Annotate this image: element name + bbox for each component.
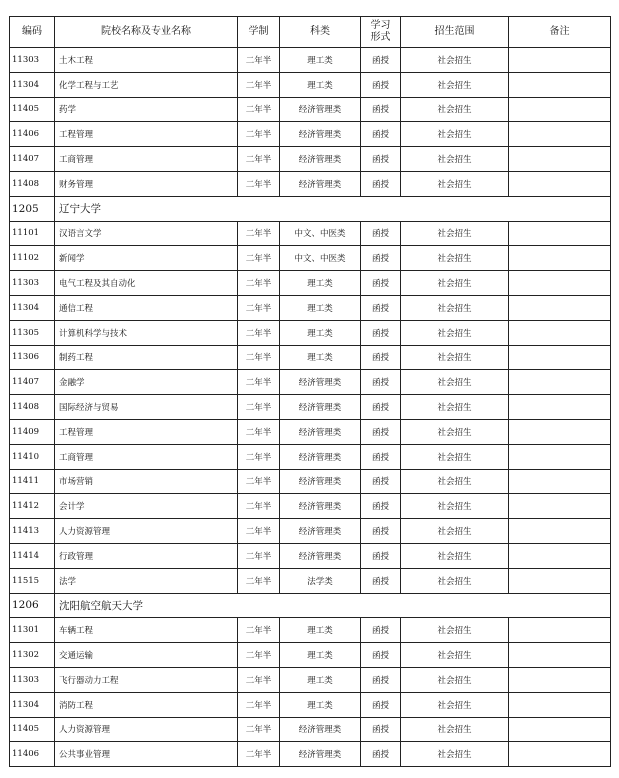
major-code: 11101 bbox=[10, 221, 55, 246]
duration-cell: 二年半 bbox=[238, 643, 280, 668]
major-name: 车辆工程 bbox=[55, 618, 238, 643]
major-name: 行政管理 bbox=[55, 543, 238, 568]
note-cell bbox=[509, 295, 611, 320]
duration-cell: 二年半 bbox=[238, 72, 280, 97]
table-row bbox=[10, 221, 611, 246]
note-cell bbox=[509, 543, 611, 568]
category-cell: 经济管理类 bbox=[280, 742, 361, 767]
major-code: 11408 bbox=[10, 395, 55, 420]
scope-cell: 社会招生 bbox=[401, 97, 509, 122]
scope-cell: 社会招生 bbox=[401, 171, 509, 196]
form-cell: 函授 bbox=[361, 543, 401, 568]
table-row bbox=[10, 295, 611, 320]
table-row bbox=[10, 717, 611, 742]
duration-cell: 二年半 bbox=[238, 519, 280, 544]
category-cell: 经济管理类 bbox=[280, 543, 361, 568]
form-cell: 函授 bbox=[361, 295, 401, 320]
note-cell bbox=[509, 246, 611, 271]
category-cell: 经济管理类 bbox=[280, 519, 361, 544]
note-cell bbox=[509, 370, 611, 395]
category-cell: 经济管理类 bbox=[280, 147, 361, 172]
table-row bbox=[10, 494, 611, 519]
major-name: 新闻学 bbox=[55, 246, 238, 271]
category-cell: 理工类 bbox=[280, 345, 361, 370]
header-row bbox=[10, 17, 611, 48]
category-cell: 理工类 bbox=[280, 295, 361, 320]
school-name: 沈阳航空航天大学 bbox=[55, 593, 611, 618]
scope-cell: 社会招生 bbox=[401, 643, 509, 668]
form-cell: 函授 bbox=[361, 271, 401, 296]
major-name: 飞行器动力工程 bbox=[55, 667, 238, 692]
category-cell: 经济管理类 bbox=[280, 469, 361, 494]
note-cell bbox=[509, 171, 611, 196]
header-duration: 学制 bbox=[238, 17, 280, 48]
major-name: 汉语言文学 bbox=[55, 221, 238, 246]
major-code: 11413 bbox=[10, 519, 55, 544]
form-cell: 函授 bbox=[361, 147, 401, 172]
table-row bbox=[10, 271, 611, 296]
major-name: 通信工程 bbox=[55, 295, 238, 320]
major-code: 11406 bbox=[10, 742, 55, 767]
table-row bbox=[10, 246, 611, 271]
duration-cell: 二年半 bbox=[238, 246, 280, 271]
category-cell: 经济管理类 bbox=[280, 419, 361, 444]
duration-cell: 二年半 bbox=[238, 395, 280, 420]
duration-cell: 二年半 bbox=[238, 345, 280, 370]
form-cell: 函授 bbox=[361, 742, 401, 767]
major-name: 国际经济与贸易 bbox=[55, 395, 238, 420]
duration-cell: 二年半 bbox=[238, 692, 280, 717]
major-name: 制药工程 bbox=[55, 345, 238, 370]
note-cell bbox=[509, 271, 611, 296]
header-form bbox=[361, 17, 401, 48]
major-name: 药学 bbox=[55, 97, 238, 122]
form-cell: 函授 bbox=[361, 494, 401, 519]
duration-cell: 二年半 bbox=[238, 444, 280, 469]
table-row bbox=[10, 72, 611, 97]
scope-cell: 社会招生 bbox=[401, 568, 509, 593]
table-row bbox=[10, 692, 611, 717]
scope-cell: 社会招生 bbox=[401, 48, 509, 73]
school-code: 1205 bbox=[10, 196, 55, 221]
form-cell: 函授 bbox=[361, 717, 401, 742]
header-note: 备注 bbox=[509, 17, 611, 48]
category-cell: 中文、中医类 bbox=[280, 246, 361, 271]
form-cell: 函授 bbox=[361, 246, 401, 271]
duration-cell: 二年半 bbox=[238, 271, 280, 296]
category-cell: 经济管理类 bbox=[280, 97, 361, 122]
form-cell: 函授 bbox=[361, 519, 401, 544]
table-row bbox=[10, 48, 611, 73]
scope-cell: 社会招生 bbox=[401, 395, 509, 420]
note-cell bbox=[509, 345, 611, 370]
duration-cell: 二年半 bbox=[238, 618, 280, 643]
major-name: 电气工程及其自动化 bbox=[55, 271, 238, 296]
duration-cell: 二年半 bbox=[238, 97, 280, 122]
note-cell bbox=[509, 519, 611, 544]
table-row bbox=[10, 419, 611, 444]
major-name: 工商管理 bbox=[55, 147, 238, 172]
header-code: 编码 bbox=[10, 17, 55, 48]
note-cell bbox=[509, 419, 611, 444]
note-cell bbox=[509, 568, 611, 593]
major-name: 人力资源管理 bbox=[55, 717, 238, 742]
form-cell: 函授 bbox=[361, 568, 401, 593]
header-form-line1: 学习 bbox=[370, 20, 391, 31]
table-row bbox=[10, 444, 611, 469]
scope-cell: 社会招生 bbox=[401, 717, 509, 742]
table-row bbox=[10, 643, 611, 668]
category-cell: 经济管理类 bbox=[280, 494, 361, 519]
category-cell: 理工类 bbox=[280, 618, 361, 643]
scope-cell: 社会招生 bbox=[401, 519, 509, 544]
major-code: 11407 bbox=[10, 370, 55, 395]
scope-cell: 社会招生 bbox=[401, 246, 509, 271]
form-cell: 函授 bbox=[361, 48, 401, 73]
form-cell: 函授 bbox=[361, 345, 401, 370]
major-code: 11304 bbox=[10, 692, 55, 717]
major-name: 计算机科学与技术 bbox=[55, 320, 238, 345]
table-body bbox=[10, 48, 611, 767]
school-code: 1206 bbox=[10, 593, 55, 618]
major-code: 11303 bbox=[10, 48, 55, 73]
category-cell: 经济管理类 bbox=[280, 717, 361, 742]
category-cell: 法学类 bbox=[280, 568, 361, 593]
school-name: 辽宁大学 bbox=[55, 196, 611, 221]
major-code: 11405 bbox=[10, 717, 55, 742]
duration-cell: 二年半 bbox=[238, 717, 280, 742]
table-row bbox=[10, 171, 611, 196]
duration-cell: 二年半 bbox=[238, 295, 280, 320]
major-name: 会计学 bbox=[55, 494, 238, 519]
form-cell: 函授 bbox=[361, 469, 401, 494]
duration-cell: 二年半 bbox=[238, 419, 280, 444]
major-code: 11303 bbox=[10, 667, 55, 692]
note-cell bbox=[509, 742, 611, 767]
table-row bbox=[10, 345, 611, 370]
major-name: 工程管理 bbox=[55, 122, 238, 147]
category-cell: 经济管理类 bbox=[280, 395, 361, 420]
note-cell bbox=[509, 494, 611, 519]
major-name: 工程管理 bbox=[55, 419, 238, 444]
table-row bbox=[10, 742, 611, 767]
major-name: 公共事业管理 bbox=[55, 742, 238, 767]
category-cell: 理工类 bbox=[280, 643, 361, 668]
duration-cell: 二年半 bbox=[238, 494, 280, 519]
major-name: 人力资源管理 bbox=[55, 519, 238, 544]
note-cell bbox=[509, 122, 611, 147]
note-cell bbox=[509, 469, 611, 494]
school-row bbox=[10, 593, 611, 618]
table-row bbox=[10, 519, 611, 544]
table-row bbox=[10, 618, 611, 643]
scope-cell: 社会招生 bbox=[401, 147, 509, 172]
scope-cell: 社会招生 bbox=[401, 692, 509, 717]
scope-cell: 社会招生 bbox=[401, 320, 509, 345]
note-cell bbox=[509, 692, 611, 717]
table-row bbox=[10, 147, 611, 172]
category-cell: 理工类 bbox=[280, 667, 361, 692]
major-code: 11515 bbox=[10, 568, 55, 593]
header-form-line2: 形式 bbox=[370, 32, 391, 43]
form-cell: 函授 bbox=[361, 97, 401, 122]
duration-cell: 二年半 bbox=[238, 171, 280, 196]
category-cell: 经济管理类 bbox=[280, 171, 361, 196]
form-cell: 函授 bbox=[361, 122, 401, 147]
scope-cell: 社会招生 bbox=[401, 295, 509, 320]
major-name: 交通运输 bbox=[55, 643, 238, 668]
scope-cell: 社会招生 bbox=[401, 444, 509, 469]
major-code: 11304 bbox=[10, 295, 55, 320]
major-code: 11406 bbox=[10, 122, 55, 147]
note-cell bbox=[509, 618, 611, 643]
note-cell bbox=[509, 320, 611, 345]
category-cell: 理工类 bbox=[280, 72, 361, 97]
form-cell: 函授 bbox=[361, 370, 401, 395]
major-name: 消防工程 bbox=[55, 692, 238, 717]
scope-cell: 社会招生 bbox=[401, 494, 509, 519]
header-scope: 招生范围 bbox=[401, 17, 509, 48]
major-code: 11306 bbox=[10, 345, 55, 370]
category-cell: 理工类 bbox=[280, 48, 361, 73]
table-row bbox=[10, 543, 611, 568]
major-code: 11411 bbox=[10, 469, 55, 494]
scope-cell: 社会招生 bbox=[401, 345, 509, 370]
major-name: 财务管理 bbox=[55, 171, 238, 196]
note-cell bbox=[509, 48, 611, 73]
table-row bbox=[10, 122, 611, 147]
note-cell bbox=[509, 72, 611, 97]
major-code: 11408 bbox=[10, 171, 55, 196]
scope-cell: 社会招生 bbox=[401, 469, 509, 494]
major-code: 11301 bbox=[10, 618, 55, 643]
form-cell: 函授 bbox=[361, 395, 401, 420]
table-row bbox=[10, 320, 611, 345]
major-name: 市场营销 bbox=[55, 469, 238, 494]
category-cell: 经济管理类 bbox=[280, 370, 361, 395]
major-code: 11410 bbox=[10, 444, 55, 469]
duration-cell: 二年半 bbox=[238, 543, 280, 568]
major-name: 工商管理 bbox=[55, 444, 238, 469]
scope-cell: 社会招生 bbox=[401, 618, 509, 643]
major-code: 11405 bbox=[10, 97, 55, 122]
duration-cell: 二年半 bbox=[238, 469, 280, 494]
note-cell bbox=[509, 717, 611, 742]
major-name: 土木工程 bbox=[55, 48, 238, 73]
table-row bbox=[10, 469, 611, 494]
scope-cell: 社会招生 bbox=[401, 667, 509, 692]
form-cell: 函授 bbox=[361, 643, 401, 668]
major-name: 法学 bbox=[55, 568, 238, 593]
duration-cell: 二年半 bbox=[238, 742, 280, 767]
scope-cell: 社会招生 bbox=[401, 419, 509, 444]
form-cell: 函授 bbox=[361, 444, 401, 469]
header-category: 科类 bbox=[280, 17, 361, 48]
table-row bbox=[10, 370, 611, 395]
duration-cell: 二年半 bbox=[238, 370, 280, 395]
scope-cell: 社会招生 bbox=[401, 221, 509, 246]
school-row bbox=[10, 196, 611, 221]
table-row bbox=[10, 568, 611, 593]
category-cell: 经济管理类 bbox=[280, 444, 361, 469]
table-row bbox=[10, 667, 611, 692]
scope-cell: 社会招生 bbox=[401, 72, 509, 97]
duration-cell: 二年半 bbox=[238, 568, 280, 593]
major-code: 11305 bbox=[10, 320, 55, 345]
enrollment-table bbox=[9, 16, 611, 767]
note-cell bbox=[509, 444, 611, 469]
major-code: 11412 bbox=[10, 494, 55, 519]
form-cell: 函授 bbox=[361, 72, 401, 97]
scope-cell: 社会招生 bbox=[401, 742, 509, 767]
table-row bbox=[10, 97, 611, 122]
category-cell: 理工类 bbox=[280, 692, 361, 717]
form-cell: 函授 bbox=[361, 618, 401, 643]
scope-cell: 社会招生 bbox=[401, 543, 509, 568]
major-code: 11304 bbox=[10, 72, 55, 97]
duration-cell: 二年半 bbox=[238, 48, 280, 73]
form-cell: 函授 bbox=[361, 171, 401, 196]
note-cell bbox=[509, 97, 611, 122]
category-cell: 经济管理类 bbox=[280, 122, 361, 147]
scope-cell: 社会招生 bbox=[401, 271, 509, 296]
table-row bbox=[10, 395, 611, 420]
note-cell bbox=[509, 221, 611, 246]
scope-cell: 社会招生 bbox=[401, 122, 509, 147]
major-name: 金融学 bbox=[55, 370, 238, 395]
major-code: 11414 bbox=[10, 543, 55, 568]
duration-cell: 二年半 bbox=[238, 320, 280, 345]
major-code: 11407 bbox=[10, 147, 55, 172]
form-cell: 函授 bbox=[361, 320, 401, 345]
duration-cell: 二年半 bbox=[238, 221, 280, 246]
scope-cell: 社会招生 bbox=[401, 370, 509, 395]
major-name: 化学工程与工艺 bbox=[55, 72, 238, 97]
duration-cell: 二年半 bbox=[238, 147, 280, 172]
duration-cell: 二年半 bbox=[238, 122, 280, 147]
category-cell: 理工类 bbox=[280, 271, 361, 296]
category-cell: 中文、中医类 bbox=[280, 221, 361, 246]
duration-cell: 二年半 bbox=[238, 667, 280, 692]
note-cell bbox=[509, 643, 611, 668]
form-cell: 函授 bbox=[361, 221, 401, 246]
note-cell bbox=[509, 147, 611, 172]
form-cell: 函授 bbox=[361, 692, 401, 717]
major-code: 11409 bbox=[10, 419, 55, 444]
category-cell: 理工类 bbox=[280, 320, 361, 345]
header-name: 院校名称及专业名称 bbox=[55, 17, 238, 48]
form-cell: 函授 bbox=[361, 667, 401, 692]
major-code: 11102 bbox=[10, 246, 55, 271]
form-cell: 函授 bbox=[361, 419, 401, 444]
note-cell bbox=[509, 667, 611, 692]
major-code: 11302 bbox=[10, 643, 55, 668]
major-code: 11303 bbox=[10, 271, 55, 296]
note-cell bbox=[509, 395, 611, 420]
